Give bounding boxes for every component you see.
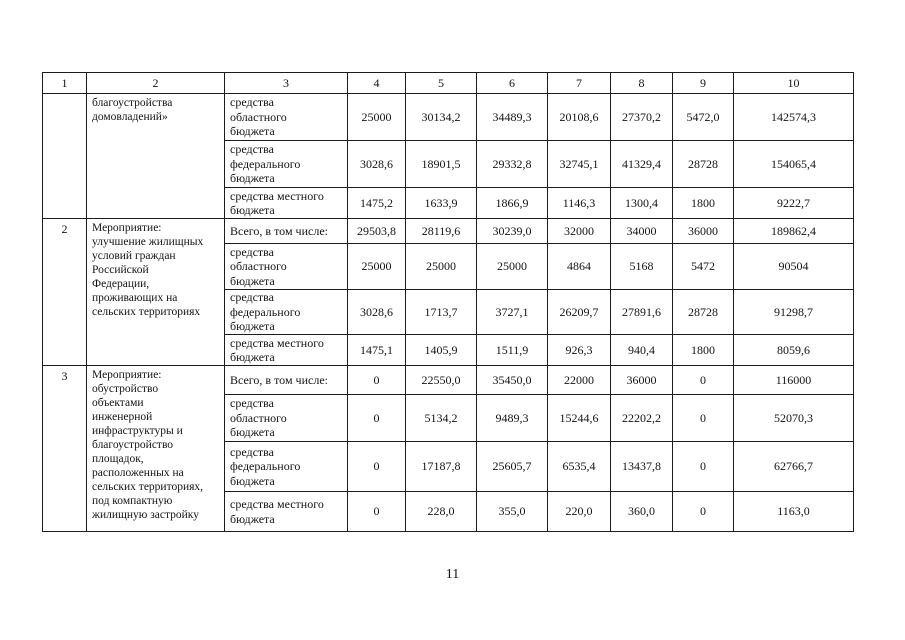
value-cell: 0 <box>673 395 734 442</box>
value-cell: 0 <box>673 366 734 395</box>
item-number-cell <box>43 94 87 219</box>
value-cell: 0 <box>348 442 406 492</box>
table-row <box>43 94 854 141</box>
value-cell: 52070,3 <box>734 395 854 442</box>
value-cell: 13437,8 <box>611 442 673 492</box>
item-title-cell: благоустройства домовладений» <box>87 94 225 219</box>
value-cell: 1511,9 <box>477 335 548 366</box>
value-cell: 28119,6 <box>406 219 477 244</box>
funding-source-cell: средства местного бюджета <box>225 335 348 366</box>
value-cell: 3028,6 <box>348 290 406 335</box>
value-cell: 25605,7 <box>477 442 548 492</box>
value-cell: 3028,6 <box>348 141 406 188</box>
column-header-1: 1 <box>43 73 87 94</box>
value-cell: 5472 <box>673 244 734 290</box>
value-cell: 1475,1 <box>348 335 406 366</box>
value-cell: 90504 <box>734 244 854 290</box>
value-cell: 0 <box>673 492 734 532</box>
table-row <box>43 366 854 395</box>
value-cell: 22550,0 <box>406 366 477 395</box>
value-cell: 116000 <box>734 366 854 395</box>
funding-source-cell: средства областного бюджета <box>225 244 348 290</box>
value-cell: 154065,4 <box>734 141 854 188</box>
value-cell: 30239,0 <box>477 219 548 244</box>
value-cell: 25000 <box>406 244 477 290</box>
item-title-cell: Мероприятие: улучшение жилищных условий граждан Российской Федерации, проживающих на сельских территориях <box>87 219 225 366</box>
value-cell: 62766,7 <box>734 442 854 492</box>
column-header-2: 2 <box>87 73 225 94</box>
value-cell: 189862,4 <box>734 219 854 244</box>
value-cell: 1713,7 <box>406 290 477 335</box>
value-cell: 1866,9 <box>477 188 548 219</box>
budget-table <box>42 72 854 532</box>
value-cell: 22000 <box>548 366 611 395</box>
funding-source-cell: средства областного бюджета <box>225 395 348 442</box>
value-cell: 220,0 <box>548 492 611 532</box>
page-number: 11 <box>445 567 460 582</box>
value-cell: 32000 <box>548 219 611 244</box>
value-cell: 29332,8 <box>477 141 548 188</box>
value-cell: 32745,1 <box>548 141 611 188</box>
value-cell: 0 <box>348 395 406 442</box>
value-cell: 28728 <box>673 290 734 335</box>
column-header-4: 4 <box>348 73 406 94</box>
value-cell: 360,0 <box>611 492 673 532</box>
column-header-3: 3 <box>225 73 348 94</box>
value-cell: 1405,9 <box>406 335 477 366</box>
value-cell: 5168 <box>611 244 673 290</box>
value-cell: 228,0 <box>406 492 477 532</box>
value-cell: 1633,9 <box>406 188 477 219</box>
value-cell: 15244,6 <box>548 395 611 442</box>
value-cell: 3727,1 <box>477 290 548 335</box>
table-body <box>43 94 854 532</box>
value-cell: 1146,3 <box>548 188 611 219</box>
value-cell: 17187,8 <box>406 442 477 492</box>
funding-source-cell: средства федерального бюджета <box>225 141 348 188</box>
value-cell: 9222,7 <box>734 188 854 219</box>
value-cell: 0 <box>673 442 734 492</box>
value-cell: 22202,2 <box>611 395 673 442</box>
column-header-8: 8 <box>611 73 673 94</box>
value-cell: 1800 <box>673 335 734 366</box>
value-cell: 18901,5 <box>406 141 477 188</box>
value-cell: 9489,3 <box>477 395 548 442</box>
table-row <box>43 219 854 244</box>
value-cell: 28728 <box>673 141 734 188</box>
value-cell: 1300,4 <box>611 188 673 219</box>
value-cell: 6535,4 <box>548 442 611 492</box>
column-header-9: 9 <box>673 73 734 94</box>
funding-source-cell: средства областного бюджета <box>225 94 348 141</box>
value-cell: 20108,6 <box>548 94 611 141</box>
value-cell: 41329,4 <box>611 141 673 188</box>
value-cell: 36000 <box>673 219 734 244</box>
funding-source-cell: Всего, в том числе: <box>225 366 348 395</box>
value-cell: 5472,0 <box>673 94 734 141</box>
value-cell: 35450,0 <box>477 366 548 395</box>
value-cell: 1800 <box>673 188 734 219</box>
item-number-cell: 2 <box>43 219 87 366</box>
value-cell: 0 <box>348 366 406 395</box>
item-title-cell: Мероприятие: обустройство объектами инженерной инфраструктуры и благоустройство площадок, расположенных на сельских территориях, под компактную жилищную застройку <box>87 366 225 532</box>
column-header-10: 10 <box>734 73 854 94</box>
funding-source-cell: средства местного бюджета <box>225 188 348 219</box>
value-cell: 36000 <box>611 366 673 395</box>
value-cell: 34489,3 <box>477 94 548 141</box>
value-cell: 142574,3 <box>734 94 854 141</box>
value-cell: 30134,2 <box>406 94 477 141</box>
funding-source-cell: средства федерального бюджета <box>225 290 348 335</box>
value-cell: 8059,6 <box>734 335 854 366</box>
value-cell: 1163,0 <box>734 492 854 532</box>
value-cell: 4864 <box>548 244 611 290</box>
value-cell: 26209,7 <box>548 290 611 335</box>
funding-source-cell: средства местного бюджета <box>225 492 348 532</box>
column-header-6: 6 <box>477 73 548 94</box>
value-cell: 34000 <box>611 219 673 244</box>
header-row <box>43 73 854 94</box>
value-cell: 27891,6 <box>611 290 673 335</box>
value-cell: 940,4 <box>611 335 673 366</box>
value-cell: 355,0 <box>477 492 548 532</box>
funding-source-cell: Всего, в том числе: <box>225 219 348 244</box>
value-cell: 1475,2 <box>348 188 406 219</box>
funding-source-cell: средства федерального бюджета <box>225 442 348 492</box>
value-cell: 25000 <box>477 244 548 290</box>
value-cell: 27370,2 <box>611 94 673 141</box>
column-header-5: 5 <box>406 73 477 94</box>
value-cell: 926,3 <box>548 335 611 366</box>
value-cell: 29503,8 <box>348 219 406 244</box>
value-cell: 25000 <box>348 244 406 290</box>
value-cell: 5134,2 <box>406 395 477 442</box>
value-cell: 25000 <box>348 94 406 141</box>
column-header-7: 7 <box>548 73 611 94</box>
value-cell: 0 <box>348 492 406 532</box>
item-number-cell: 3 <box>43 366 87 532</box>
value-cell: 91298,7 <box>734 290 854 335</box>
